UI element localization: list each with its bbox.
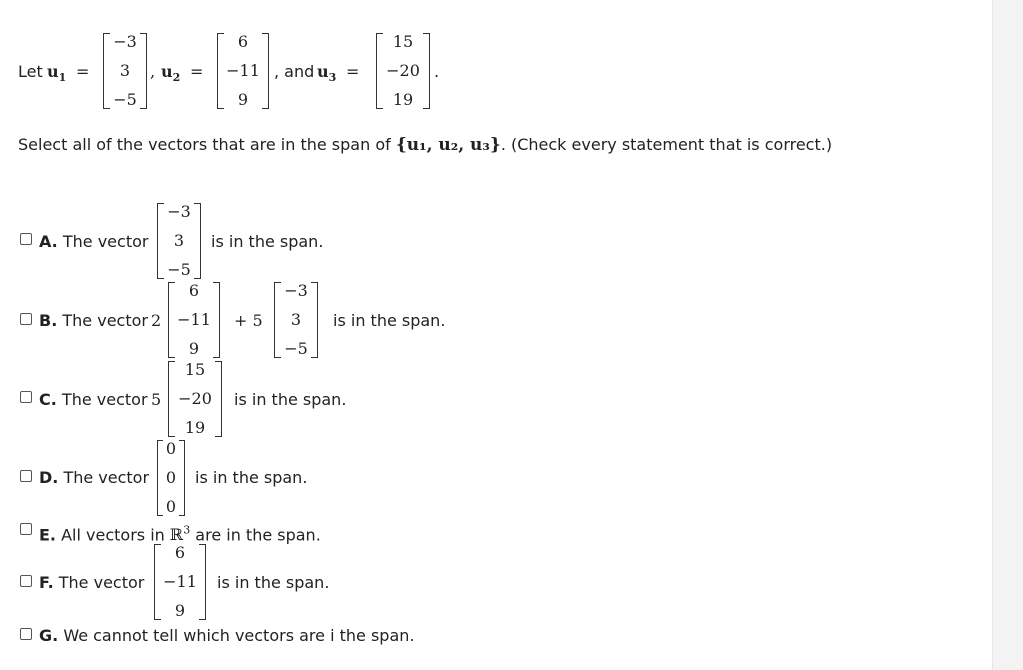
option-b-vector-1 <box>168 282 220 358</box>
u1-vector <box>103 33 147 109</box>
option-b-checkbox[interactable] <box>20 313 32 325</box>
option-e-checkbox[interactable] <box>20 523 32 535</box>
u1-entry: −5 <box>113 90 137 109</box>
equals-sign: = <box>76 62 90 81</box>
option-b-coefficient: 2 <box>151 311 162 330</box>
u3-symbol: $u_3$ <box>317 62 337 85</box>
instruction-before: Select all of the vectors that are in the span of <box>18 135 391 154</box>
option-c-suffix: is in the span. <box>234 390 347 409</box>
option-d-vector <box>157 440 185 516</box>
option-g-checkbox[interactable] <box>20 628 32 640</box>
u3-entry: 15 <box>392 32 414 51</box>
u2-entry: 9 <box>237 90 249 109</box>
equals-sign: = <box>190 62 204 81</box>
option-f-label[interactable]: F. The vector <box>39 573 145 592</box>
u2-vector <box>217 33 269 109</box>
option-f-vector <box>154 544 206 620</box>
option-c-checkbox[interactable] <box>20 391 32 403</box>
option-d-label[interactable]: D. The vector <box>39 468 150 487</box>
vector-entry: 9 <box>188 339 200 358</box>
vector-entry: 9 <box>174 601 186 620</box>
option-b-label[interactable]: B. The vector <box>39 311 148 330</box>
option-b-suffix: is in the span. <box>333 311 446 330</box>
option-a-label[interactable]: A. The vector <box>39 232 149 251</box>
option-a-vector <box>157 203 201 279</box>
option-f-suffix: is in the span. <box>217 573 330 592</box>
option-b-plus: + 5 <box>234 311 263 330</box>
u1-entry: 3 <box>119 61 131 80</box>
u2-symbol: $u_2$ <box>161 62 181 85</box>
u3-vector <box>376 33 430 109</box>
real-space-symbol: ℝ$^3$ <box>169 524 191 545</box>
let-label: Let <box>18 62 43 81</box>
option-c-label[interactable]: C. The vector <box>39 390 148 409</box>
span-set: {u₁, u₂, u₃} <box>395 135 501 155</box>
vector-entry: 19 <box>184 418 206 437</box>
option-a-suffix: is in the span. <box>211 232 324 251</box>
instruction-after: . (Check every statement that is correct.) <box>500 135 833 154</box>
option-g-label[interactable]: G. We cannot tell which vectors are i the span. <box>39 626 415 645</box>
option-a-checkbox[interactable] <box>20 233 32 245</box>
vector-entry: 3 <box>173 231 185 250</box>
u3-entry: −20 <box>386 61 420 80</box>
option-c-coefficient: 5 <box>151 390 162 409</box>
vector-entry: 3 <box>290 310 302 329</box>
vector-entry: 0 <box>165 497 177 516</box>
vector-entry: −11 <box>177 310 211 329</box>
comma: , <box>150 62 156 81</box>
vector-entry: −5 <box>167 260 191 279</box>
u1-entry: −3 <box>113 32 137 51</box>
instruction-text <box>18 135 832 155</box>
option-e-label[interactable]: E. All vectors in ℝ$^3$ are in the span. <box>39 524 321 545</box>
vector-entry: −5 <box>284 339 308 358</box>
and-label: , and <box>274 62 315 81</box>
option-d-checkbox[interactable] <box>20 470 32 482</box>
vector-entry: 15 <box>184 360 206 379</box>
option-c-vector <box>168 361 222 437</box>
vector-entry: 0 <box>165 468 177 487</box>
vector-entry: −3 <box>167 202 191 221</box>
vector-entry: 0 <box>165 439 177 458</box>
option-d-suffix: is in the span. <box>195 468 308 487</box>
u3-entry: 19 <box>392 90 414 109</box>
option-b-vector-2 <box>274 282 318 358</box>
vector-entry: 6 <box>174 543 186 562</box>
u1-symbol: $u_1$ <box>47 62 67 85</box>
equals-sign: = <box>346 62 360 81</box>
vector-entry: −20 <box>178 389 212 408</box>
right-scroll-gutter <box>992 0 1023 670</box>
vector-entry: −3 <box>284 281 308 300</box>
u2-entry: 6 <box>237 32 249 51</box>
u2-entry: −11 <box>226 61 260 80</box>
period: . <box>434 62 440 81</box>
vector-entry: −11 <box>163 572 197 591</box>
vector-entry: 6 <box>188 281 200 300</box>
option-f-checkbox[interactable] <box>20 575 32 587</box>
